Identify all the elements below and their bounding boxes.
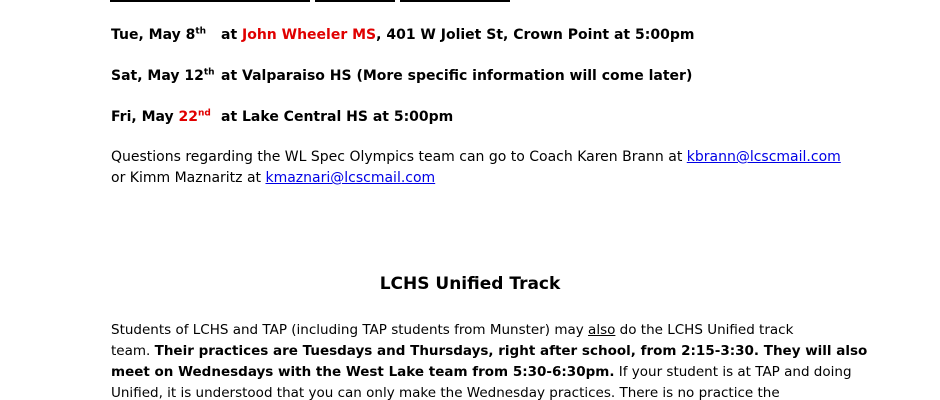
- event-row-2: [111, 67, 692, 85]
- section-heading: LCHS Unified Track: [379, 274, 561, 294]
- event-day-2: Sat, May 12th: [111, 67, 215, 84]
- event-location-2: at Valparaiso HS (More specific information will come later): [221, 68, 693, 84]
- event-row-3: [111, 108, 453, 126]
- body-line-1: Students of LCHS and TAP (including TAP students from Munster) may also do the LCHS Unified track: [111, 322, 794, 338]
- event-location-3: at Lake Central HS at 5:00pm: [221, 109, 454, 125]
- email-link-kbrann[interactable]: kbrann@lcscmail.com: [686, 149, 841, 165]
- event-venue-highlight: John Wheeler MS: [242, 27, 377, 43]
- section-body: [111, 320, 868, 400]
- questions-line-2: or Kimm Maznaritz at kmaznari@lcscmail.com: [111, 170, 436, 186]
- body-line-2: team. Their practices are Tuesdays and Thursdays, right after school, from 2:15-3:30. They will also: [111, 343, 868, 359]
- event-day-1: Tue, May 8th: [111, 26, 207, 43]
- event-row-1: [111, 26, 694, 44]
- questions-paragraph: [111, 147, 841, 189]
- event-date-highlight: 22: [178, 109, 198, 125]
- email-link-kmaznari[interactable]: kmaznari@lcscmail.com: [265, 170, 436, 186]
- body-line-4: Unified, it is understood that you can only make the Wednesday practices. There is no practice the: [111, 385, 780, 400]
- questions-line-1: Questions regarding the WL Spec Olympics team can go to Coach Karen Brann at kbrann@lcscmail.com: [111, 149, 841, 165]
- event-location-1: at John Wheeler MS, 401 W Joliet St, Crown Point at 5:00pm: [221, 27, 695, 43]
- body-line-3: meet on Wednesdays with the West Lake team from 5:30-6:30pm. If your student is at TAP and doing: [111, 364, 852, 380]
- cropped-text-top: [110, 0, 530, 2]
- event-day-3: Fri, May 22nd: [111, 108, 211, 125]
